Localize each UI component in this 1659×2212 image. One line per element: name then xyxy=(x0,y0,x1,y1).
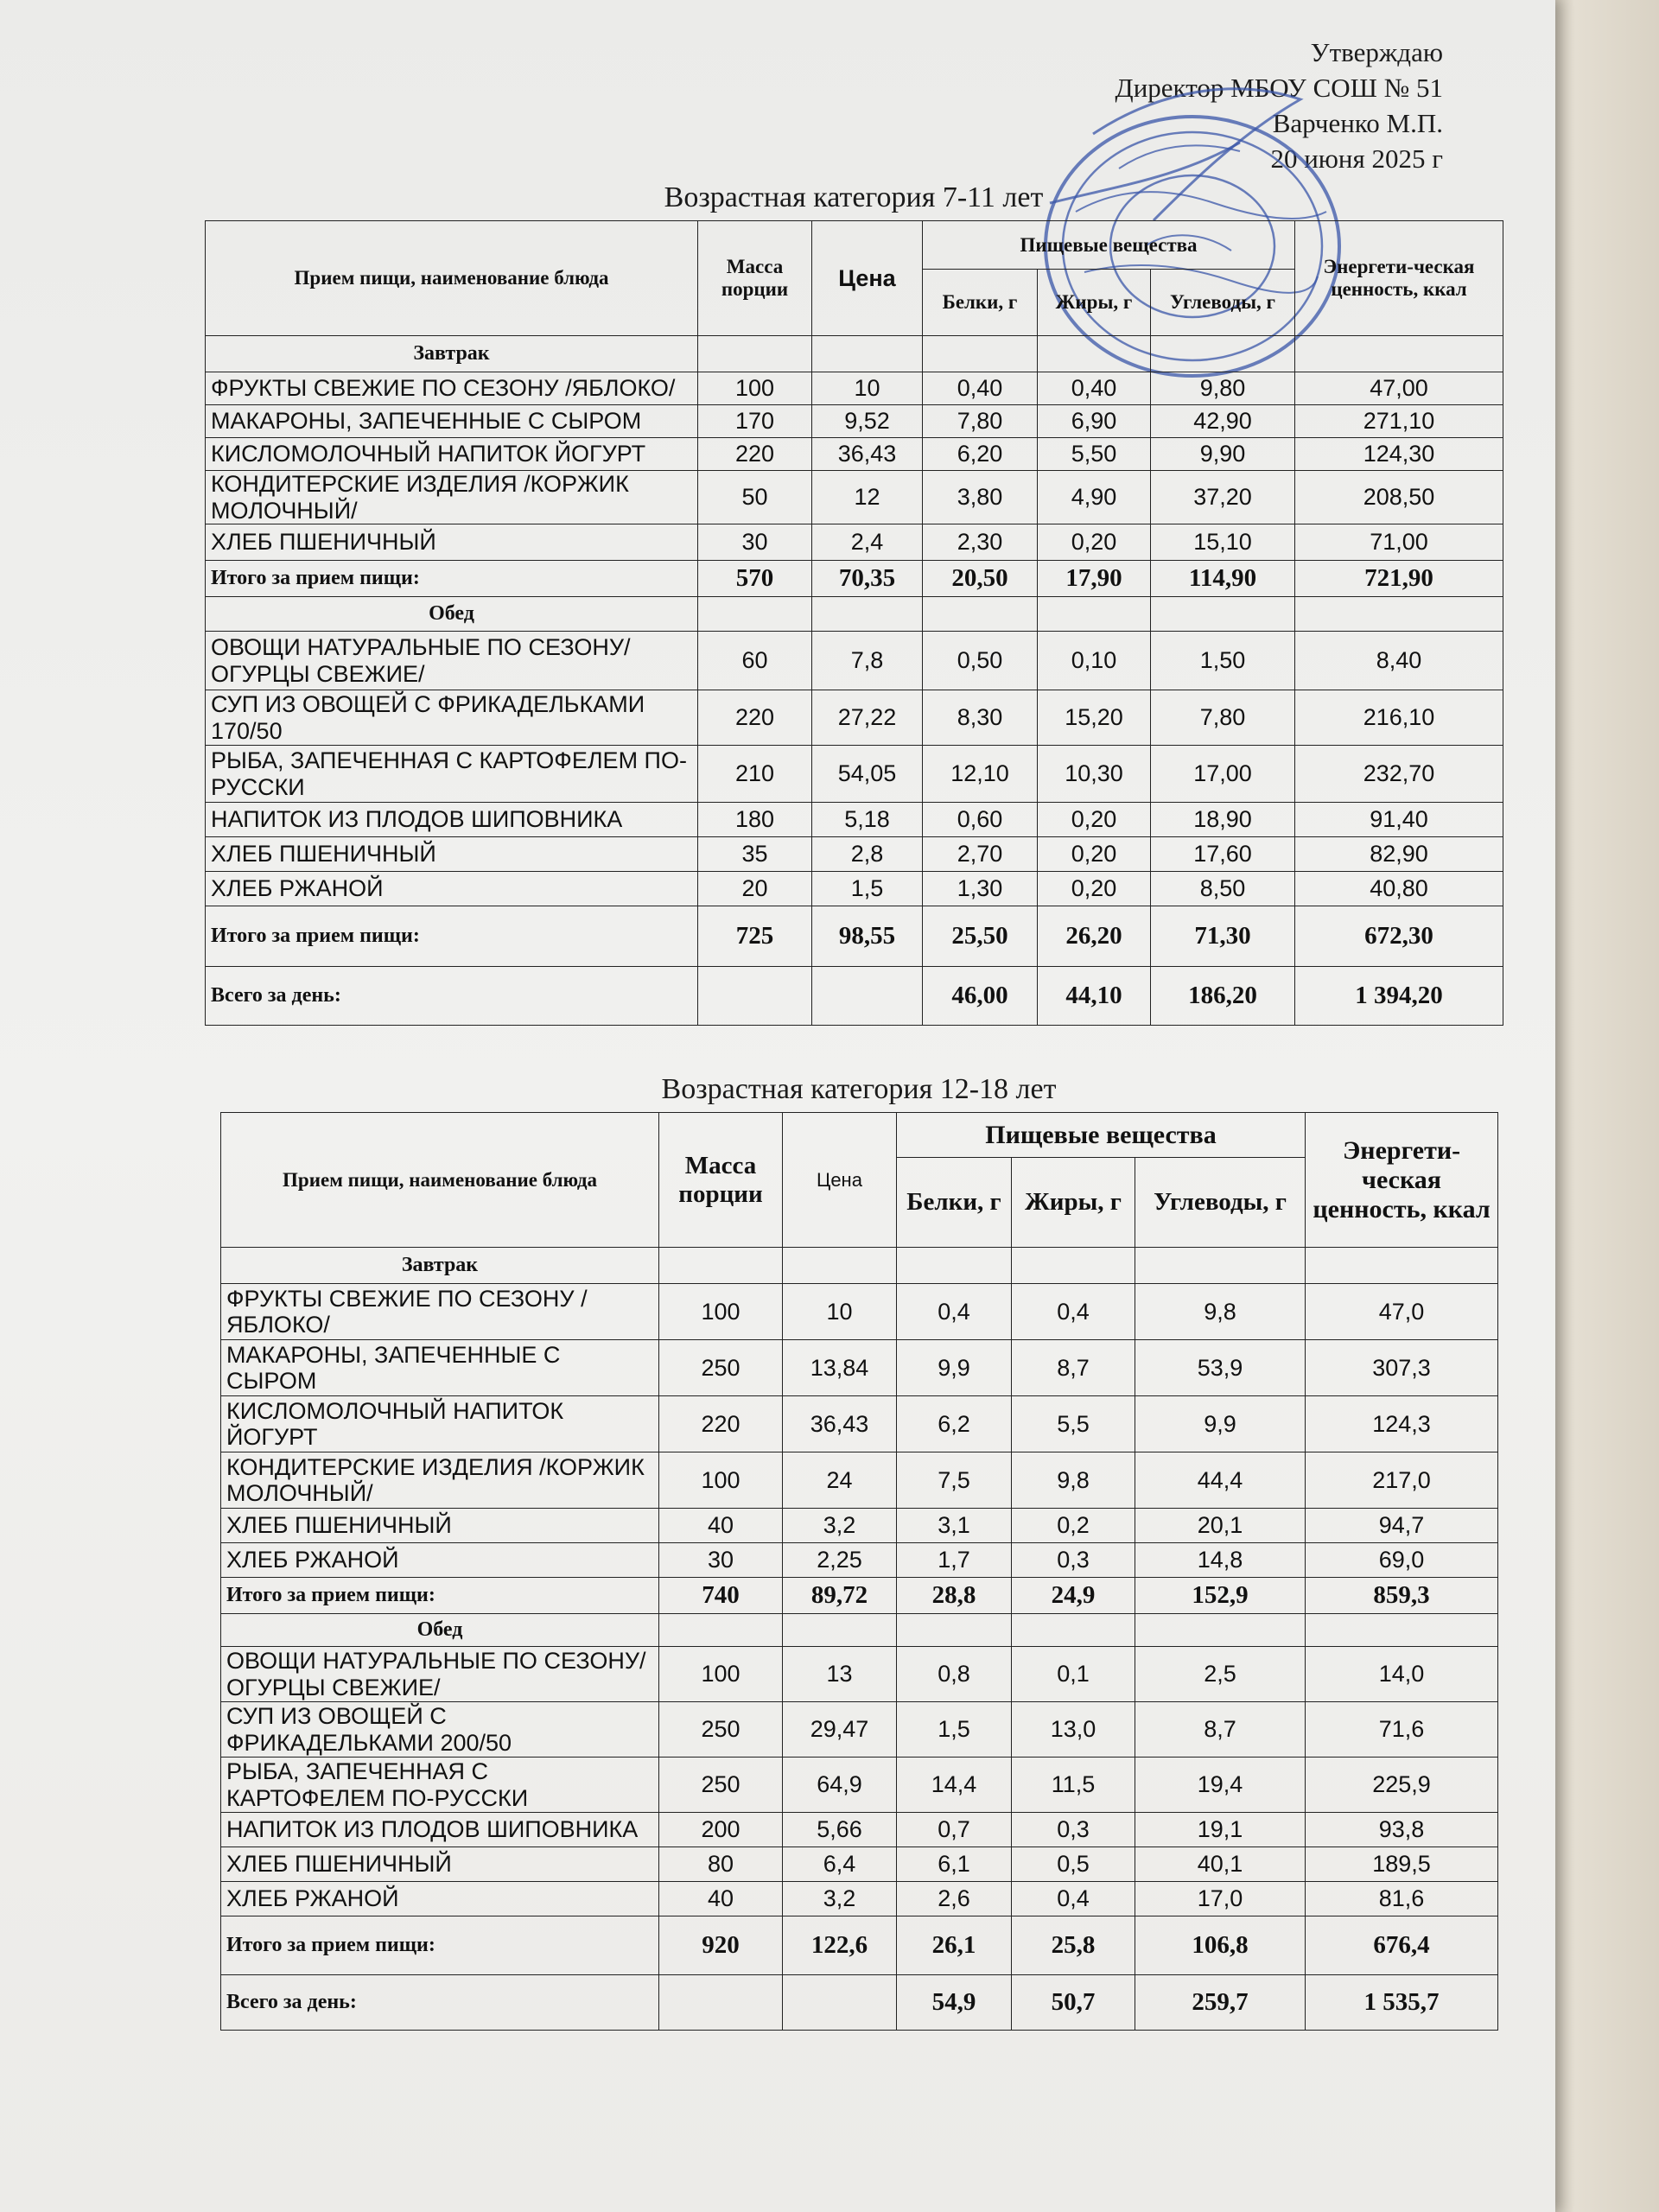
table-row xyxy=(221,1452,1498,1509)
energy-cell: 124,30 xyxy=(1295,438,1503,471)
fat-cell: 0,4 xyxy=(1012,1882,1135,1916)
meal-total-row xyxy=(206,561,1503,597)
protein-cell: 3,80 xyxy=(923,471,1038,524)
energy-cell: 71,6 xyxy=(1306,1702,1498,1758)
dish-name: ХЛЕБ ПШЕНИЧНЫЙ xyxy=(221,1509,659,1543)
price-cell: 10 xyxy=(812,372,923,405)
price-cell: 5,18 xyxy=(812,803,923,837)
carbs-cell: 40,1 xyxy=(1135,1847,1306,1882)
dish-name: ОВОЩИ НАТУРАЛЬНЫЕ ПО СЕЗОНУ/ ОГУРЦЫ СВЕЖИЕ/ xyxy=(221,1647,659,1702)
mass-cell: 170 xyxy=(698,405,812,438)
energy-cell: 124,3 xyxy=(1306,1396,1498,1452)
table-row xyxy=(221,1882,1498,1916)
price-cell: 7,8 xyxy=(812,632,923,690)
fat-cell: 10,30 xyxy=(1038,746,1151,803)
dish-name: ХЛЕБ ПШЕНИЧНЫЙ xyxy=(206,524,698,561)
energy-cell: 14,0 xyxy=(1306,1647,1498,1702)
total-energy: 672,30 xyxy=(1295,906,1503,967)
price-cell: 64,9 xyxy=(783,1758,897,1813)
price-cell: 5,66 xyxy=(783,1813,897,1847)
carbs-cell: 9,9 xyxy=(1135,1396,1306,1452)
meal-section-row xyxy=(221,1614,1498,1647)
dish-name: ФРУКТЫ СВЕЖИЕ ПО СЕЗОНУ /ЯБЛОКО/ xyxy=(221,1284,659,1340)
total-mass: 725 xyxy=(698,906,812,967)
total-fat: 17,90 xyxy=(1038,561,1151,597)
price-cell: 54,05 xyxy=(812,746,923,803)
total-carbs: 71,30 xyxy=(1151,906,1295,967)
energy-cell: 81,6 xyxy=(1306,1882,1498,1916)
carbs-cell: 17,60 xyxy=(1151,837,1295,872)
price-cell: 10 xyxy=(783,1284,897,1340)
fat-cell: 9,8 xyxy=(1012,1452,1135,1509)
protein-cell: 7,80 xyxy=(923,405,1038,438)
header-dish-name: Прием пищи, наименование блюда xyxy=(206,221,698,336)
protein-cell: 0,8 xyxy=(897,1647,1012,1702)
dish-name: ХЛЕБ РЖАНОЙ xyxy=(221,1882,659,1916)
protein-cell: 6,2 xyxy=(897,1396,1012,1452)
protein-cell: 0,40 xyxy=(923,372,1038,405)
total-price xyxy=(812,967,923,1026)
fat-cell: 0,1 xyxy=(1012,1647,1135,1702)
protein-cell: 14,4 xyxy=(897,1758,1012,1813)
price-cell: 12 xyxy=(812,471,923,524)
table-row xyxy=(206,372,1503,405)
dish-name: КИСЛОМОЛОЧНЫЙ НАПИТОК ЙОГУРТ xyxy=(221,1396,659,1452)
fat-cell: 4,90 xyxy=(1038,471,1151,524)
dish-name: СУП ИЗ ОВОЩЕЙ С ФРИКАДЕЛЬКАМИ 200/50 xyxy=(221,1702,659,1758)
meal-total-label: Итого за прием пищи: xyxy=(221,1578,659,1614)
meal-total-row xyxy=(206,906,1503,967)
header-nutrients: Пищевые вещества xyxy=(897,1113,1306,1158)
day-total-label: Всего за день: xyxy=(221,1975,659,2031)
menu-table-12-18 xyxy=(220,1112,1498,2031)
total-fat: 24,9 xyxy=(1012,1578,1135,1614)
fat-cell: 11,5 xyxy=(1012,1758,1135,1813)
energy-cell: 307,3 xyxy=(1306,1340,1498,1396)
protein-cell: 0,60 xyxy=(923,803,1038,837)
mass-cell: 250 xyxy=(659,1758,783,1813)
meal-total-label: Итого за прием пищи: xyxy=(206,561,698,597)
total-fat: 44,10 xyxy=(1038,967,1151,1026)
energy-cell: 225,9 xyxy=(1306,1758,1498,1813)
dish-name: КОНДИТЕРСКИЕ ИЗДЕЛИЯ /КОРЖИК МОЛОЧНЫЙ/ xyxy=(206,471,698,524)
total-energy: 721,90 xyxy=(1295,561,1503,597)
dish-name: СУП ИЗ ОВОЩЕЙ С ФРИКАДЕЛЬКАМИ 170/50 xyxy=(206,690,698,746)
price-cell: 2,25 xyxy=(783,1543,897,1578)
table-row xyxy=(221,1340,1498,1396)
dish-name: НАПИТОК ИЗ ПЛОДОВ ШИПОВНИКА xyxy=(221,1813,659,1847)
approval-date: 20 июня 2025 г xyxy=(1270,143,1443,174)
fat-cell: 0,40 xyxy=(1038,372,1151,405)
meal-section-row xyxy=(221,1248,1498,1284)
meal-lunch-label: Обед xyxy=(221,1614,659,1647)
carbs-cell: 14,8 xyxy=(1135,1543,1306,1578)
protein-cell: 2,30 xyxy=(923,524,1038,561)
protein-cell: 6,20 xyxy=(923,438,1038,471)
total-carbs: 152,9 xyxy=(1135,1578,1306,1614)
header-carbs: Углеводы, г xyxy=(1151,270,1295,336)
energy-cell: 217,0 xyxy=(1306,1452,1498,1509)
mass-cell: 20 xyxy=(698,872,812,906)
table-row xyxy=(221,1396,1498,1452)
protein-cell: 9,9 xyxy=(897,1340,1012,1396)
approval-block xyxy=(1116,35,1443,176)
energy-cell: 189,5 xyxy=(1306,1847,1498,1882)
fat-cell: 0,3 xyxy=(1012,1813,1135,1847)
fat-cell: 8,7 xyxy=(1012,1340,1135,1396)
total-price xyxy=(783,1975,897,2031)
dish-name: КОНДИТЕРСКИЕ ИЗДЕЛИЯ /КОРЖИК МОЛОЧНЫЙ/ xyxy=(221,1452,659,1509)
price-cell: 9,52 xyxy=(812,405,923,438)
total-mass: 920 xyxy=(659,1916,783,1975)
price-cell: 2,8 xyxy=(812,837,923,872)
menu-table-7-11 xyxy=(205,220,1503,1026)
carbs-cell: 1,50 xyxy=(1151,632,1295,690)
price-cell: 24 xyxy=(783,1452,897,1509)
mass-cell: 100 xyxy=(659,1284,783,1340)
carbs-cell: 9,90 xyxy=(1151,438,1295,471)
header-protein: Белки, г xyxy=(897,1158,1012,1248)
dish-name: РЫБА, ЗАПЕЧЕННАЯ С КАРТОФЕЛЕМ ПО-РУССКИ xyxy=(221,1758,659,1813)
dish-name: ХЛЕБ РЖАНОЙ xyxy=(206,872,698,906)
total-fat: 50,7 xyxy=(1012,1975,1135,2031)
background-surface xyxy=(1538,0,1659,2212)
energy-cell: 232,70 xyxy=(1295,746,1503,803)
meal-total-row xyxy=(221,1916,1498,1975)
carbs-cell: 42,90 xyxy=(1151,405,1295,438)
mass-cell: 60 xyxy=(698,632,812,690)
energy-cell: 271,10 xyxy=(1295,405,1503,438)
total-energy: 1 394,20 xyxy=(1295,967,1503,1026)
energy-cell: 91,40 xyxy=(1295,803,1503,837)
total-mass xyxy=(659,1975,783,2031)
meal-lunch-label: Обед xyxy=(206,597,698,632)
protein-cell: 2,6 xyxy=(897,1882,1012,1916)
carbs-cell: 19,4 xyxy=(1135,1758,1306,1813)
carbs-cell: 17,0 xyxy=(1135,1882,1306,1916)
table2-title: Возрастная категория 12-18 лет xyxy=(661,1073,1057,1105)
total-mass xyxy=(698,967,812,1026)
protein-cell: 1,30 xyxy=(923,872,1038,906)
header-mass: Масса порции xyxy=(698,221,812,336)
price-cell: 3,2 xyxy=(783,1509,897,1543)
energy-cell: 82,90 xyxy=(1295,837,1503,872)
fat-cell: 0,20 xyxy=(1038,524,1151,561)
table-row xyxy=(206,690,1503,746)
table-header-row xyxy=(206,221,1503,270)
mass-cell: 100 xyxy=(698,372,812,405)
meal-breakfast-label: Завтрак xyxy=(221,1248,659,1284)
table-row xyxy=(221,1284,1498,1340)
meal-total-label: Итого за прием пищи: xyxy=(206,906,698,967)
table-row xyxy=(221,1509,1498,1543)
table-row xyxy=(206,524,1503,561)
mass-cell: 30 xyxy=(698,524,812,561)
protein-cell: 0,50 xyxy=(923,632,1038,690)
day-total-row xyxy=(221,1975,1498,2031)
day-total-label: Всего за день: xyxy=(206,967,698,1026)
price-cell: 6,4 xyxy=(783,1847,897,1882)
total-protein: 26,1 xyxy=(897,1916,1012,1975)
protein-cell: 1,5 xyxy=(897,1702,1012,1758)
mass-cell: 180 xyxy=(698,803,812,837)
carbs-cell: 8,7 xyxy=(1135,1702,1306,1758)
dish-name: ФРУКТЫ СВЕЖИЕ ПО СЕЗОНУ /ЯБЛОКО/ xyxy=(206,372,698,405)
table-row xyxy=(221,1647,1498,1702)
fat-cell: 5,5 xyxy=(1012,1396,1135,1452)
dish-name: КИСЛОМОЛОЧНЫЙ НАПИТОК ЙОГУРТ xyxy=(206,438,698,471)
dish-name: РЫБА, ЗАПЕЧЕННАЯ С КАРТОФЕЛЕМ ПО-РУССКИ xyxy=(206,746,698,803)
table-row xyxy=(206,746,1503,803)
price-cell: 36,43 xyxy=(812,438,923,471)
energy-cell: 40,80 xyxy=(1295,872,1503,906)
header-nutrients: Пищевые вещества xyxy=(923,221,1295,270)
mass-cell: 250 xyxy=(659,1702,783,1758)
energy-cell: 93,8 xyxy=(1306,1813,1498,1847)
total-mass: 740 xyxy=(659,1578,783,1614)
table-row xyxy=(221,1702,1498,1758)
total-carbs: 259,7 xyxy=(1135,1975,1306,2031)
carbs-cell: 9,8 xyxy=(1135,1284,1306,1340)
price-cell: 36,43 xyxy=(783,1396,897,1452)
header-protein: Белки, г xyxy=(923,270,1038,336)
day-total-row xyxy=(206,967,1503,1026)
fat-cell: 6,90 xyxy=(1038,405,1151,438)
fat-cell: 5,50 xyxy=(1038,438,1151,471)
dish-name: ОВОЩИ НАТУРАЛЬНЫЕ ПО СЕЗОНУ/ ОГУРЦЫ СВЕЖИЕ/ xyxy=(206,632,698,690)
dish-name: ХЛЕБ ПШЕНИЧНЫЙ xyxy=(221,1847,659,1882)
total-mass: 570 xyxy=(698,561,812,597)
protein-cell: 2,70 xyxy=(923,837,1038,872)
header-energy: Энергети-ческая ценность, ккал xyxy=(1295,221,1503,336)
energy-cell: 216,10 xyxy=(1295,690,1503,746)
mass-cell: 200 xyxy=(659,1813,783,1847)
dish-name: ХЛЕБ ПШЕНИЧНЫЙ xyxy=(206,837,698,872)
price-cell: 29,47 xyxy=(783,1702,897,1758)
approval-person: Варченко М.П. xyxy=(1272,108,1443,138)
meal-section-row xyxy=(206,597,1503,632)
table1-title: Возрастная категория 7-11 лет xyxy=(664,181,1044,213)
approval-position: Директор МБОУ СОШ № 51 xyxy=(1115,73,1443,103)
mass-cell: 220 xyxy=(698,438,812,471)
header-fat: Жиры, г xyxy=(1012,1158,1135,1248)
energy-cell: 208,50 xyxy=(1295,471,1503,524)
energy-cell: 71,00 xyxy=(1295,524,1503,561)
approval-line: Утверждаю xyxy=(1310,37,1443,67)
carbs-cell: 53,9 xyxy=(1135,1340,1306,1396)
carbs-cell: 17,00 xyxy=(1151,746,1295,803)
mass-cell: 220 xyxy=(659,1396,783,1452)
protein-cell: 1,7 xyxy=(897,1543,1012,1578)
total-carbs: 114,90 xyxy=(1151,561,1295,597)
carbs-cell: 37,20 xyxy=(1151,471,1295,524)
dish-name: ХЛЕБ РЖАНОЙ xyxy=(221,1543,659,1578)
table-row xyxy=(206,837,1503,872)
header-price: Цена xyxy=(783,1113,897,1248)
fat-cell: 0,3 xyxy=(1012,1543,1135,1578)
total-price: 98,55 xyxy=(812,906,923,967)
mass-cell: 250 xyxy=(659,1340,783,1396)
meal-total-row xyxy=(221,1578,1498,1614)
energy-cell: 94,7 xyxy=(1306,1509,1498,1543)
total-price: 89,72 xyxy=(783,1578,897,1614)
mass-cell: 30 xyxy=(659,1543,783,1578)
meal-total-label: Итого за прием пищи: xyxy=(221,1916,659,1975)
table-row xyxy=(221,1543,1498,1578)
total-energy: 676,4 xyxy=(1306,1916,1498,1975)
protein-cell: 7,5 xyxy=(897,1452,1012,1509)
table-header-row xyxy=(221,1113,1498,1158)
header-mass: Масса порции xyxy=(659,1113,783,1248)
carbs-cell: 2,5 xyxy=(1135,1647,1306,1702)
protein-cell: 3,1 xyxy=(897,1509,1012,1543)
price-cell: 2,4 xyxy=(812,524,923,561)
energy-cell: 47,00 xyxy=(1295,372,1503,405)
total-energy: 859,3 xyxy=(1306,1578,1498,1614)
header-price: Цена xyxy=(812,221,923,336)
total-protein: 54,9 xyxy=(897,1975,1012,2031)
fat-cell: 0,20 xyxy=(1038,803,1151,837)
protein-cell: 0,7 xyxy=(897,1813,1012,1847)
carbs-cell: 8,50 xyxy=(1151,872,1295,906)
table-row xyxy=(206,872,1503,906)
total-protein: 25,50 xyxy=(923,906,1038,967)
total-fat: 25,8 xyxy=(1012,1916,1135,1975)
mass-cell: 40 xyxy=(659,1882,783,1916)
carbs-cell: 44,4 xyxy=(1135,1452,1306,1509)
total-price: 122,6 xyxy=(783,1916,897,1975)
price-cell: 13,84 xyxy=(783,1340,897,1396)
carbs-cell: 19,1 xyxy=(1135,1813,1306,1847)
dish-name: НАПИТОК ИЗ ПЛОДОВ ШИПОВНИКА xyxy=(206,803,698,837)
energy-cell: 69,0 xyxy=(1306,1543,1498,1578)
total-protein: 28,8 xyxy=(897,1578,1012,1614)
carbs-cell: 15,10 xyxy=(1151,524,1295,561)
header-energy: Энергети-ческая ценность, ккал xyxy=(1306,1113,1498,1248)
fat-cell: 13,0 xyxy=(1012,1702,1135,1758)
energy-cell: 47,0 xyxy=(1306,1284,1498,1340)
total-energy: 1 535,7 xyxy=(1306,1975,1498,2031)
fat-cell: 0,20 xyxy=(1038,837,1151,872)
carbs-cell: 9,80 xyxy=(1151,372,1295,405)
meal-breakfast-label: Завтрак xyxy=(206,336,698,372)
meal-section-row xyxy=(206,336,1503,372)
table-row xyxy=(206,438,1503,471)
protein-cell: 8,30 xyxy=(923,690,1038,746)
mass-cell: 35 xyxy=(698,837,812,872)
table-row xyxy=(206,632,1503,690)
table-row xyxy=(221,1758,1498,1813)
header-fat: Жиры, г xyxy=(1038,270,1151,336)
table-row xyxy=(206,405,1503,438)
carbs-cell: 18,90 xyxy=(1151,803,1295,837)
total-carbs: 106,8 xyxy=(1135,1916,1306,1975)
total-protein: 20,50 xyxy=(923,561,1038,597)
carbs-cell: 20,1 xyxy=(1135,1509,1306,1543)
price-cell: 3,2 xyxy=(783,1882,897,1916)
fat-cell: 0,2 xyxy=(1012,1509,1135,1543)
mass-cell: 220 xyxy=(698,690,812,746)
protein-cell: 12,10 xyxy=(923,746,1038,803)
protein-cell: 0,4 xyxy=(897,1284,1012,1340)
dish-name: МАКАРОНЫ, ЗАПЕЧЕННЫЕ С СЫРОМ xyxy=(221,1340,659,1396)
total-protein: 46,00 xyxy=(923,967,1038,1026)
mass-cell: 100 xyxy=(659,1452,783,1509)
price-cell: 1,5 xyxy=(812,872,923,906)
fat-cell: 0,20 xyxy=(1038,872,1151,906)
dish-name: МАКАРОНЫ, ЗАПЕЧЕННЫЕ С СЫРОМ xyxy=(206,405,698,438)
total-carbs: 186,20 xyxy=(1151,967,1295,1026)
fat-cell: 15,20 xyxy=(1038,690,1151,746)
table-row xyxy=(221,1847,1498,1882)
header-carbs: Углеводы, г xyxy=(1135,1158,1306,1248)
mass-cell: 210 xyxy=(698,746,812,803)
protein-cell: 6,1 xyxy=(897,1847,1012,1882)
fat-cell: 0,5 xyxy=(1012,1847,1135,1882)
energy-cell: 8,40 xyxy=(1295,632,1503,690)
table-row xyxy=(206,803,1503,837)
fat-cell: 0,10 xyxy=(1038,632,1151,690)
total-fat: 26,20 xyxy=(1038,906,1151,967)
price-cell: 13 xyxy=(783,1647,897,1702)
header-dish-name: Прием пищи, наименование блюда xyxy=(221,1113,659,1248)
fat-cell: 0,4 xyxy=(1012,1284,1135,1340)
price-cell: 27,22 xyxy=(812,690,923,746)
mass-cell: 80 xyxy=(659,1847,783,1882)
table-row xyxy=(206,471,1503,524)
carbs-cell: 7,80 xyxy=(1151,690,1295,746)
mass-cell: 50 xyxy=(698,471,812,524)
total-price: 70,35 xyxy=(812,561,923,597)
table-row xyxy=(221,1813,1498,1847)
mass-cell: 100 xyxy=(659,1647,783,1702)
mass-cell: 40 xyxy=(659,1509,783,1543)
